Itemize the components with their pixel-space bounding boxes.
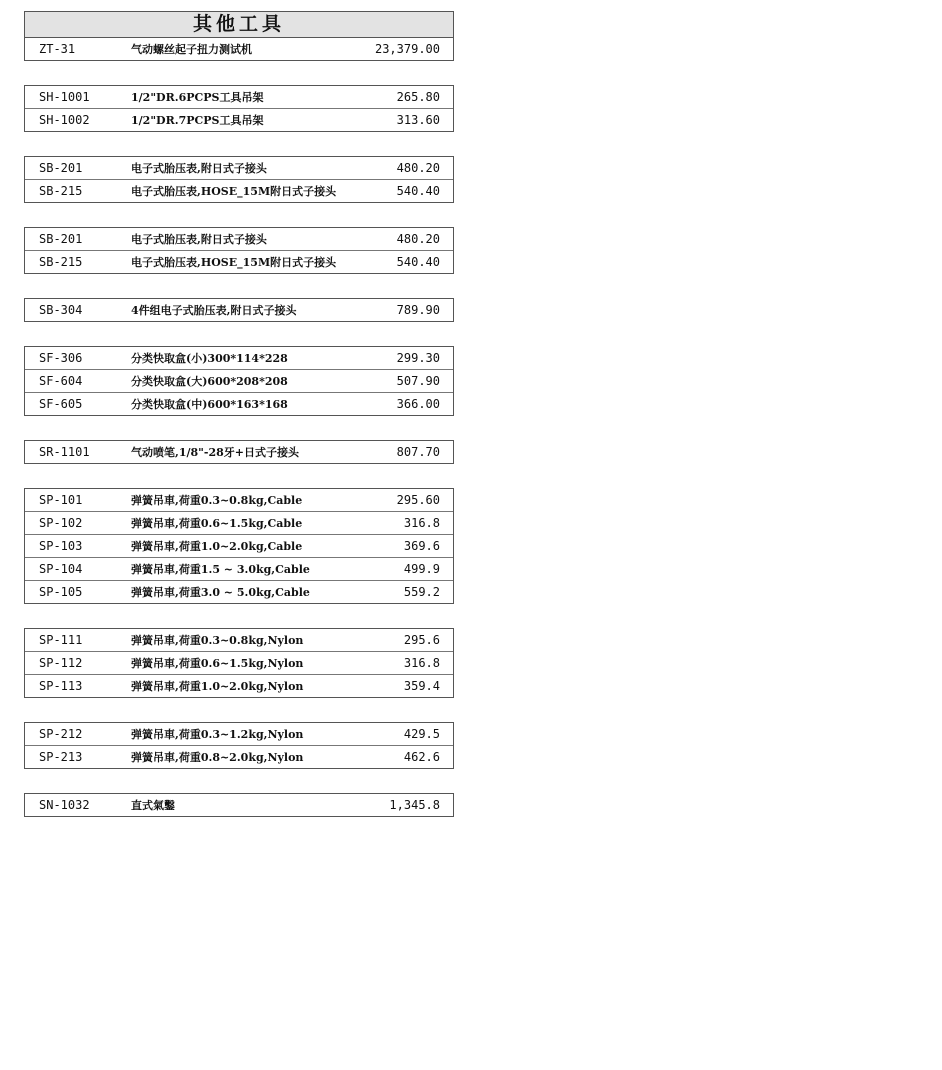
table-row [25,347,453,369]
item-group [24,37,454,61]
item-code: SP-105 [39,585,83,599]
item-code: SH-1001 [39,90,90,104]
item-description: 弹簧吊車,荷重0.6~1.5kg,Cable [131,517,303,530]
table-row [25,392,453,415]
item-price: 429.5 [403,727,440,741]
item-description: 分类快取盒(大)600*208*208 [131,375,288,388]
table-row [25,580,453,603]
price-list-sheet [24,11,454,841]
table-row [25,441,453,463]
item-description: 1/2"DR.7PCPS工具吊架 [131,114,264,127]
item-description: 弹簧吊車,荷重1.0~2.0kg,Nylon [131,680,304,693]
item-code: SH-1002 [39,113,90,127]
item-price: 789.90 [396,303,440,317]
item-price: 299.30 [396,351,440,365]
item-code: ZT-31 [39,42,76,56]
item-description: 弹簧吊車,荷重1.0~2.0kg,Cable [131,540,303,553]
item-code: SP-111 [39,633,83,647]
table-row [25,674,453,697]
item-price: 313.60 [396,113,440,127]
item-price: 366.00 [396,397,440,411]
item-description: 弹簧吊車,荷重0.3~0.8kg,Cable [131,494,303,507]
item-code: SB-215 [39,255,83,269]
item-code: SR-1101 [39,445,90,459]
item-price: 316.8 [403,516,440,530]
item-description: 气动喷笔,1/8"-28牙+日式子接头 [131,446,299,459]
item-description: 弹簧吊車,荷重3.0 ~ 5.0kg,Cable [131,586,310,599]
item-description: 弹簧吊車,荷重0.3~1.2kg,Nylon [131,728,304,741]
table-row [25,108,453,131]
item-price: 295.60 [396,493,440,507]
item-price: 559.2 [403,585,440,599]
table-row [25,228,453,250]
table-row [25,299,453,321]
item-group [24,628,454,698]
item-price: 369.6 [403,539,440,553]
item-price: 359.4 [403,679,440,693]
table-row [25,723,453,745]
item-code: SP-112 [39,656,83,670]
item-price: 265.80 [396,90,440,104]
table-row [25,511,453,534]
item-code: SP-102 [39,516,83,530]
item-description: 弹簧吊車,荷重0.8~2.0kg,Nylon [131,751,304,764]
item-code: SP-101 [39,493,83,507]
item-price: 540.40 [396,184,440,198]
table-row [25,157,453,179]
item-price: 480.20 [396,161,440,175]
item-price: 462.6 [403,750,440,764]
item-group [24,440,454,464]
item-description: 弹簧吊車,荷重1.5 ~ 3.0kg,Cable [131,563,310,576]
item-code: SF-306 [39,351,83,365]
item-group [24,488,454,604]
item-price: 1,345.8 [389,798,440,812]
table-row [25,38,453,60]
table-row [25,651,453,674]
item-price: 316.8 [403,656,440,670]
item-code: SB-304 [39,303,83,317]
item-code: SB-201 [39,232,83,246]
table-row [25,534,453,557]
item-description: 直式氣鑿 [131,799,175,812]
item-code: SP-104 [39,562,83,576]
table-row [25,745,453,768]
item-description: 电子式胎压表,附日式子接头 [131,162,267,175]
table-row [25,794,453,816]
item-code: SP-213 [39,750,83,764]
item-groups [24,37,454,817]
item-code: SN-1032 [39,798,90,812]
item-price: 480.20 [396,232,440,246]
item-description: 电子式胎压表,附日式子接头 [131,233,267,246]
item-group [24,298,454,322]
item-code: SF-604 [39,374,83,388]
item-code: SP-212 [39,727,83,741]
item-code: SP-113 [39,679,83,693]
table-row [25,86,453,108]
item-description: 弹簧吊車,荷重0.3~0.8kg,Nylon [131,634,304,647]
item-price: 807.70 [396,445,440,459]
item-description: 电子式胎压表,HOSE_15M附日式子接头 [131,185,337,198]
item-price: 23,379.00 [374,42,440,56]
item-code: SB-201 [39,161,83,175]
item-code: SF-605 [39,397,83,411]
item-description: 1/2"DR.6PCPS工具吊架 [131,91,264,104]
item-group [24,793,454,817]
item-price: 295.6 [403,633,440,647]
item-group [24,85,454,132]
table-row [25,629,453,651]
item-description: 电子式胎压表,HOSE_15M附日式子接头 [131,256,337,269]
table-row [25,369,453,392]
item-group [24,722,454,769]
table-row [25,250,453,273]
item-price: 499.9 [403,562,440,576]
item-price: 540.40 [396,255,440,269]
item-description: 气动螺丝起子扭力测试机 [131,43,252,56]
item-group [24,227,454,274]
item-description: 分类快取盒(中)600*163*168 [131,398,288,411]
item-group [24,156,454,203]
table-row [25,179,453,202]
item-description: 分类快取盒(小)300*114*228 [131,352,288,365]
table-row [25,489,453,511]
item-group [24,346,454,416]
sheet-title: 其他工具 [24,11,454,37]
item-code: SB-215 [39,184,83,198]
table-row [25,557,453,580]
item-description: 4件组电子式胎压表,附日式子接头 [131,304,297,317]
item-description: 弹簧吊車,荷重0.6~1.5kg,Nylon [131,657,304,670]
item-code: SP-103 [39,539,83,553]
item-price: 507.90 [396,374,440,388]
